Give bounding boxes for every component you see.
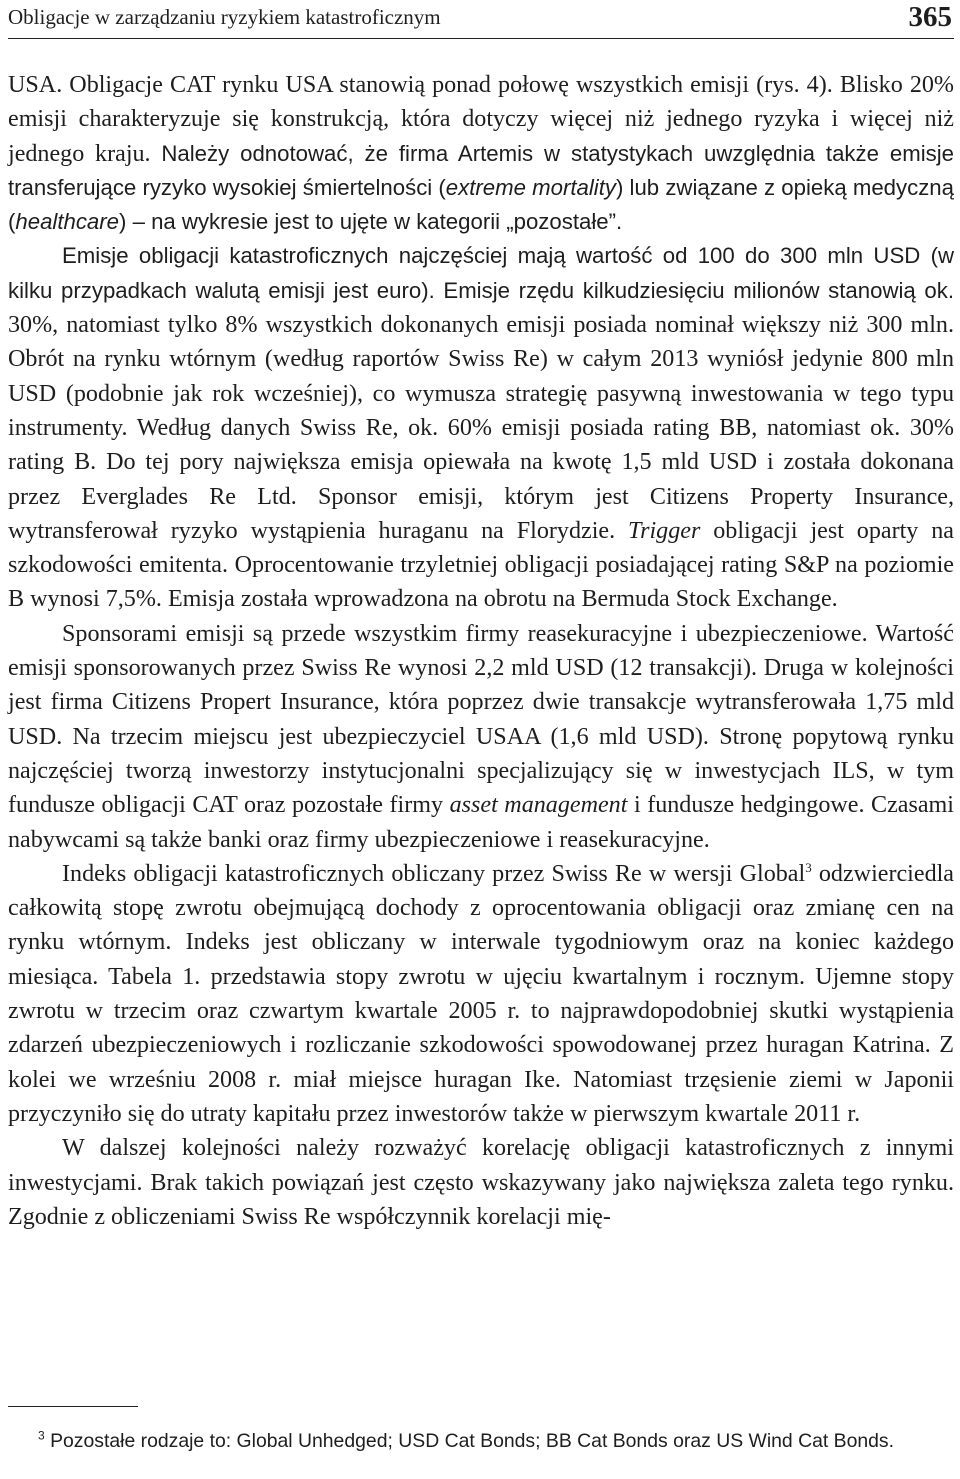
footnote-number: 3 (38, 1428, 45, 1443)
paragraph-1-term-extreme-mortality: extreme mortality (445, 174, 616, 200)
paragraph-4 (8, 857, 954, 1131)
paragraph-2-text-b: 30%, natomiast tylko 8% wszystkich dokonanych emisji posiada nominał większy niż 300 mln. Obrót na rynku wtórnym (według raportów Swiss Re) w całym 2013 wyniósł jedynie 800 mln USD (podobnie jak rok wcześniej), co wymusza strategię pasywną inwestowania w tego typu instrumenty. Według danych Swiss Re, ok. 60% emisji posiada rating BB, natomiast ok. 30% rating B. Do tej pory największa emisja opiewała na kwotę 1,5 mld USD i została dokonana przez Everglades Re Ltd. Sponsor emisji, którym jest Citizens Property Insurance, wytransferował ryzyko wystąpienia huraganu na Florydzie. (8, 312, 954, 544)
paragraph-1-term-healthcare: healthcare (15, 209, 120, 235)
paragraph-4-text-b: odzwierciedla całkowitą stopę zwrotu obejmującą dochody z oprocentowania obligacji oraz zmianę cen na rynku wtórnym. Indeks jest obliczany w interwale tygodniowym oraz na koniec każdego miesiąca. Tabela 1. przedstawia stopy zwrotu w ujęciu kwartalnym i rocznym. Ujemne stopy zwrotu w trzecim oraz czwartym kwartale 2005 r. to najprawdopodobniej skutki wystąpienia zdarzeń ubezpieczeniowych i rozliczanie szkodowości spowodowanej przez huragan Katrina. Z kolei we wrześniu 2008 r. miał miejsce huragan Ike. Natomiast trzęsienie ziemi w Japonii przyczyniło się do utraty kapitału przez inwestorów także w pierwszym kwartale 2011 r. (8, 860, 954, 1127)
footnote-3 (8, 1428, 954, 1454)
page-number: 365 (908, 1, 952, 33)
paragraph-1-text-b: Należy odnotować, że firma Artemis w statystykach uwzględnia także emisje transferujące ryzyko wysokiej śmiertelności ( (8, 140, 954, 200)
paragraph-2-text-d: obligacji jest oparty na szkodowości emitenta. Oprocentowanie trzyletniej obligacji posiadającej rating S&P na poziomie B wynosi 7,5%. Emisja została wprowadzona na obrotu na Bermuda Stock Exchange. (8, 517, 954, 613)
paragraph-1-text-d: ) lub związane z opieką medyczną ( (8, 174, 954, 235)
paragraph-1-text-f: ) – na wykresie jest to ujęte w kategorii „pozostałe”. (119, 209, 623, 235)
running-header-title: Obligacje w zarządzaniu ryzykiem katastroficznym (8, 5, 441, 29)
running-header (8, 0, 954, 39)
footnote-reference-3[interactable]: 3 (805, 859, 812, 875)
paragraph-4-text-a: Indeks obligacji katastroficznych obliczany przez Swiss Re w wersji Global (62, 860, 806, 887)
paragraph-3-text-c: i fundusze hedgingowe. Czasami nabywcami są także banki oraz firmy ubezpieczeniowe i reasekuracyjne. (8, 792, 954, 853)
paragraph-3-term-asset-management: asset management (449, 792, 628, 819)
paragraph-5: W dalszej kolejności należy rozważyć korelację obligacji katastroficznych z innymi inwestycjami. Brak takich powiązań jest często wskazywany jako największa zaleta tego rynku. Zgodnie z obliczeniami Swiss Re współczynnik korelacji mię- (8, 1135, 954, 1230)
paragraph-2-term-trigger: Trigger (628, 517, 701, 544)
paragraph-1-text-a: USA. Obligacje CAT rynku USA stanowią ponad połowę wszystkich emisji (rys. 4). Blisko 20% emisji charakteryzuje się konstrukcją, która dotyczy więcej niż jednego ryzyka i więcej niż jednego kraju. (8, 72, 954, 167)
paragraph-1 (8, 68, 954, 239)
paragraph-2-text-a: Emisje obligacji katastroficznych najczęściej mają wartość od 100 do 300 mln USD (w kilku przypadkach walutą emisji jest euro). Emisje rzędu kilkudziesięciu milionów stanowią ok. (8, 243, 954, 303)
body-text (8, 68, 954, 1234)
paragraph-2 (8, 239, 954, 616)
document-page (8, 0, 954, 1479)
footnote-text: Pozostałe rodzaje to: Global Unhedged; USD Cat Bonds; BB Cat Bonds oraz US Wind Cat Bonds. (44, 1430, 895, 1452)
footnote-separator (8, 1406, 138, 1407)
paragraph-3-text-a: Sponsorami emisji są przede wszystkim firmy reasekuracyjne i ubezpieczeniowe. Wartość emisji sponsorowanych przez Swiss Re wynosi 2,2 mld USD (12 transakcji). Druga w kolejności jest firma Citizens Propert Insurance, która poprzez dwie transakcje wytransferowała 1,75 mld USD. Na trzecim miejscu jest ubezpieczyciel USAA (1,6 mld USD). Stronę popytową rynku najczęściej tworzą inwestorzy instytucjonalni specjalizujący się w inwestycjach ILS, w tym fundusze obligacji CAT oraz pozostałe firmy (8, 620, 954, 819)
paragraph-3 (8, 617, 954, 857)
